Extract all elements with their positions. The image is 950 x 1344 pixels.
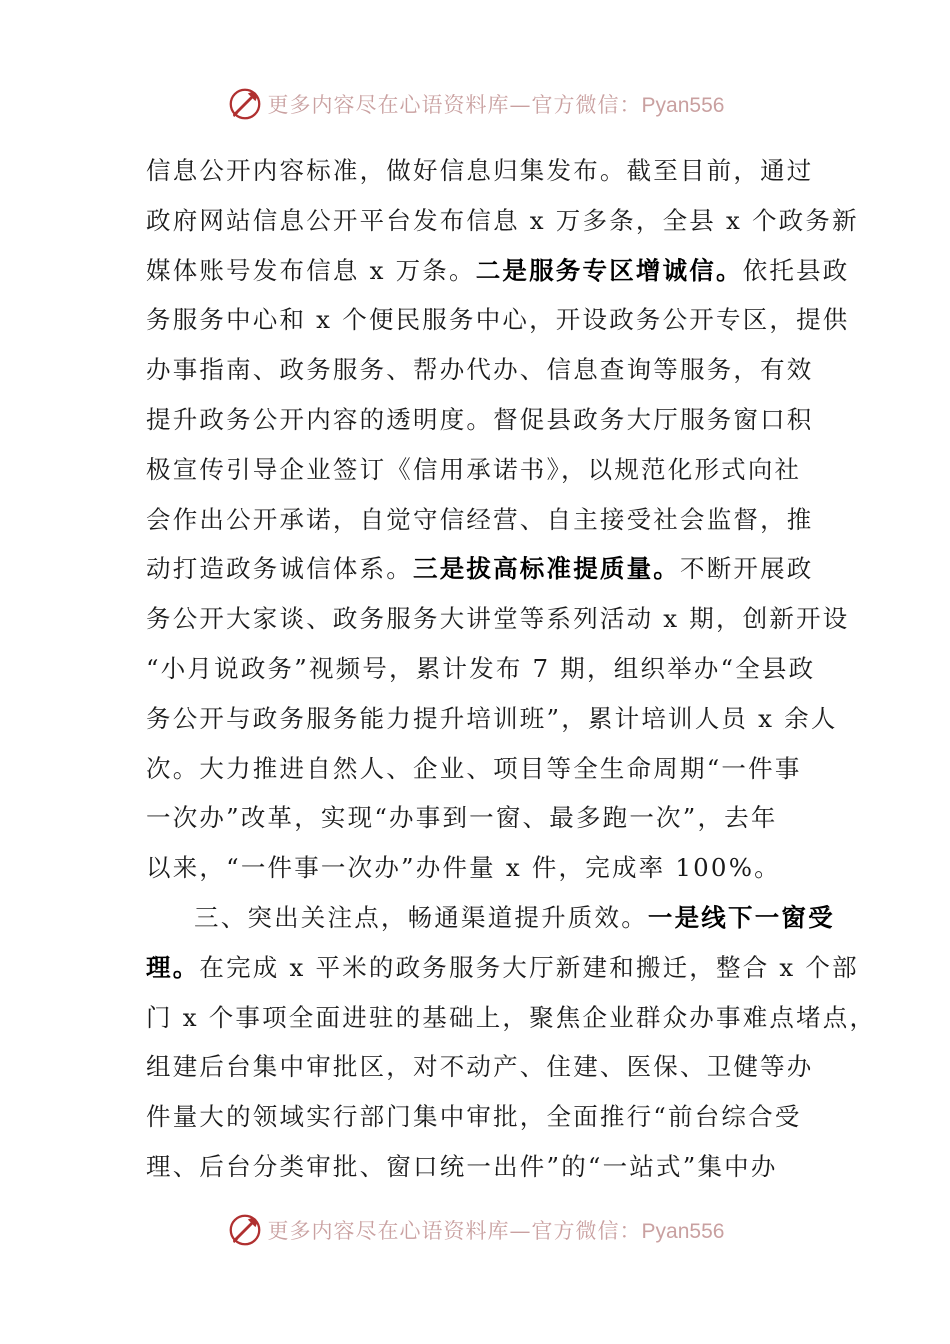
watermark-wechat-id: Pyan556 xyxy=(641,1220,725,1243)
text-line: 会作出公开承诺，自觉守信经营、自主接受社会监督，推 xyxy=(146,504,814,534)
header-watermark xyxy=(0,82,950,126)
text-run: 在完成 x 平米的政务服务大厅新建和搬迁，整合 x 个部 xyxy=(199,952,859,982)
bold-heading-run: 一是线下一窗受 xyxy=(647,902,835,932)
text-line: 务公开大家谈、政务服务大讲堂等系列活动 x 期，创新开设 xyxy=(146,604,850,634)
bold-heading-run: 理。 xyxy=(146,952,200,982)
text-line: 政府网站信息公开平台发布信息 x 万多条，全县 x 个政务新 xyxy=(146,205,859,235)
section-heading-run: 三、突出关注点，畅通渠道提升质效。 xyxy=(194,902,648,932)
text-run: 动打造政务诚信体系。 xyxy=(146,554,413,584)
text-line: 一次办”改革，实现“办事到一窗、最多跑一次”，去年 xyxy=(146,803,778,833)
text-line: 极宣传引导企业签订《信用承诺书》，以规范化形式向社 xyxy=(146,454,802,484)
bold-heading-run: 三是拔高标准提质量。 xyxy=(413,554,680,584)
text-line: 办事指南、政务服务、帮办代办、信息查询等服务，有效 xyxy=(146,355,814,385)
text-line xyxy=(146,893,835,943)
text-run: 不断开展政 xyxy=(680,554,814,584)
footer-watermark xyxy=(0,1208,950,1252)
quill-pen-logo-icon xyxy=(226,1211,264,1249)
text-run: 依托县政 xyxy=(742,255,850,285)
watermark-text xyxy=(268,89,725,119)
bold-heading-run: 二是服务专区增诚信。 xyxy=(475,255,743,285)
watermark-wechat-id: Pyan556 xyxy=(641,94,725,117)
text-line: 务公开与政务服务能力提升培训班”，累计培训人员 x 余人 xyxy=(146,703,838,733)
text-line xyxy=(146,246,850,296)
text-line: 门 x 个事项全面进驻的基础上，聚焦企业群众办事难点堵点， xyxy=(146,1002,877,1032)
quill-pen-logo-icon xyxy=(226,85,264,123)
watermark-text xyxy=(268,1215,725,1245)
text-line: 组建后台集中审批区，对不动产、住建、医保、卫健等办 xyxy=(146,1052,814,1082)
text-line: 件量大的领域实行部门集中审批，全面推行“前台综合受 xyxy=(146,1102,802,1132)
text-line: 次。大力推进自然人、企业、项目等全生命周期“一件事 xyxy=(146,753,802,783)
text-line: 信息公开内容标准，做好信息归集发布。截至目前，通过 xyxy=(146,156,814,185)
text-line: 提升政务公开内容的透明度。督促县政务大厅服务窗口积 xyxy=(146,404,814,434)
text-line xyxy=(146,943,859,993)
text-run: 媒体账号发布信息 x 万条。 xyxy=(146,255,476,285)
text-line: 以来，“一件事一次办”办件量 x 件，完成率 100%。 xyxy=(146,853,781,883)
text-line: 理、后台分类审批、窗口统一出件”的“一站式”集中办 xyxy=(146,1151,778,1181)
text-line xyxy=(146,544,826,594)
watermark-prefix: 更多内容尽在心语资料库—官方微信： xyxy=(267,93,642,117)
body-text xyxy=(146,146,877,1192)
text-line: 务服务中心和 x 个便民服务中心，开设政务公开专区，提供 xyxy=(146,305,850,335)
text-line: “小月说政务”视频号，累计发布 7 期，组织举办“全县政 xyxy=(146,653,816,683)
watermark-prefix: 更多内容尽在心语资料库—官方微信： xyxy=(267,1219,642,1243)
